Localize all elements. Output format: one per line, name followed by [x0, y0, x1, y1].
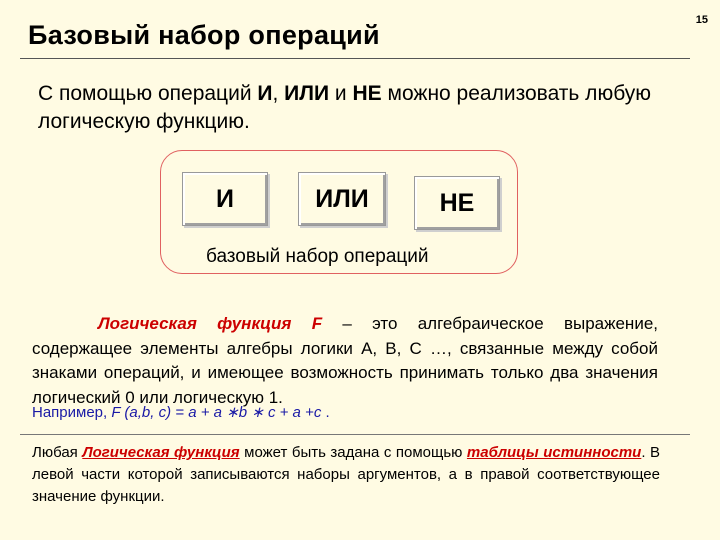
definition-text: – это алгебраическое выражение, содержащее элементы алгебры логики А, В, С …, связанные между собой знаками операций, и имеющее возможность принимать только два значения логический 0 или логическую 1.	[32, 314, 658, 407]
example-prefix: Например,	[32, 404, 112, 421]
slide-number: 15	[695, 14, 708, 26]
example-suffix: .	[321, 404, 330, 421]
operation-or-box: ИЛИ	[298, 172, 386, 226]
intro-sep1: ,	[272, 82, 285, 105]
truth-note-term1: Логическая функция	[82, 444, 240, 461]
intro-before: С помощью операций	[38, 82, 258, 105]
truth-note-p1: Любая	[32, 444, 83, 461]
intro-op-not: НЕ	[352, 82, 382, 105]
operation-not-box: НЕ	[414, 176, 500, 230]
intro-paragraph	[38, 80, 698, 136]
intro-op-and: И	[257, 82, 273, 105]
intro-sep2: и	[329, 82, 353, 105]
truth-table-paragraph	[32, 442, 660, 508]
operation-and-box: И	[182, 172, 268, 226]
section-divider	[20, 434, 690, 435]
operations-caption: базовый набор операций	[206, 246, 429, 267]
definition-paragraph	[32, 312, 658, 410]
truth-note-term2: таблицы истинности	[466, 444, 642, 461]
intro-after: можно реализовать любую логическую функцию.	[38, 82, 652, 133]
example-line	[32, 403, 672, 421]
definition-term: Логическая функция F	[98, 314, 323, 333]
intro-op-or: ИЛИ	[284, 82, 330, 105]
example-formula: F (a,b, c) = a + a ∗b ∗ c + a +c	[111, 404, 322, 421]
page-title: Базовый набор операций	[28, 20, 380, 50]
truth-note-p2: может быть задана с помощью	[239, 444, 467, 461]
title-underline	[20, 58, 690, 59]
truth-note-p3: . В левой части которой записываются наборы аргументов, а в правой соответствующее значение функции.	[32, 444, 661, 505]
